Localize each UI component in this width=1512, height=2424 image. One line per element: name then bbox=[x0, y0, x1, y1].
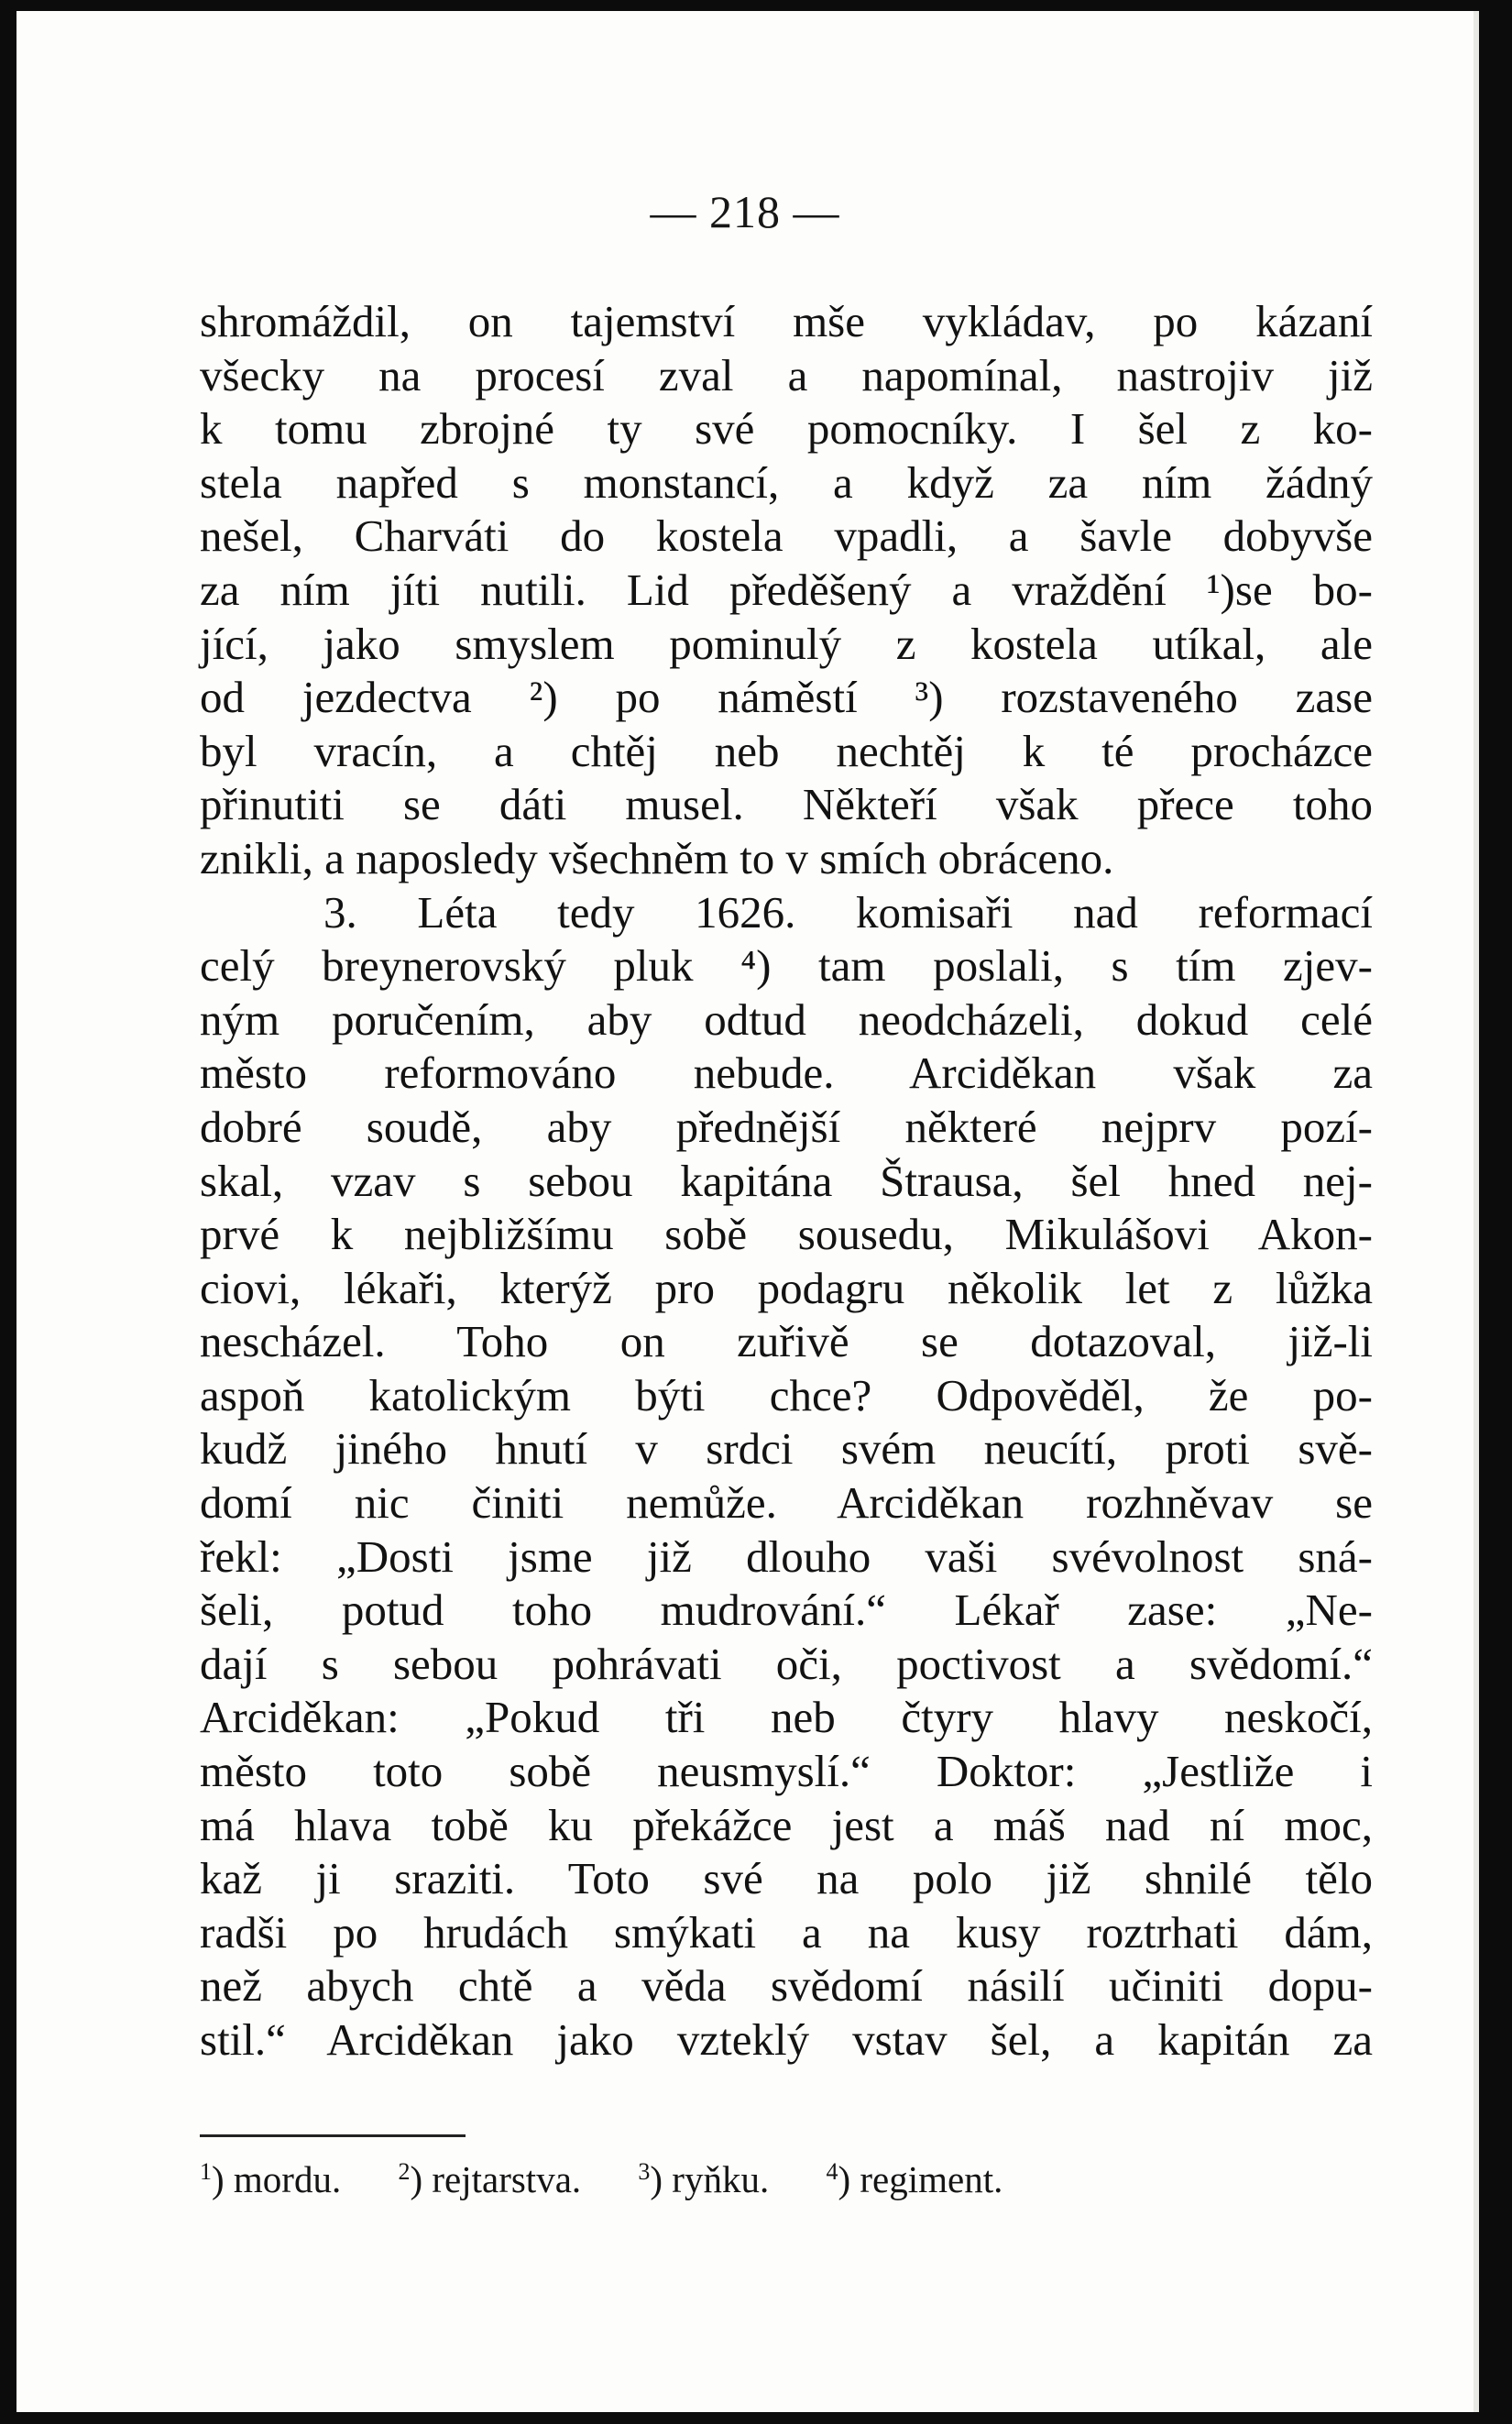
text-line: dají s sebou pohrávati oči, poctivost a svědomí.“ bbox=[200, 1638, 1373, 1689]
text-line: celý breynerovský pluk ⁴) tam poslali, s tím zjev- bbox=[200, 940, 1373, 992]
footnote-divider bbox=[200, 2134, 466, 2137]
text-line: byl vracín, a chtěj neb nechtěj k té procházce bbox=[200, 725, 1373, 776]
footnote-3 bbox=[638, 2157, 769, 2201]
footnote-2 bbox=[398, 2157, 581, 2201]
text-line: stela napřed s monstancí, a když za ním žádný bbox=[200, 456, 1373, 508]
body-text bbox=[200, 295, 1373, 2068]
text-line: k tomu zbrojné ty své pomocníky. I šel z ko- bbox=[200, 403, 1373, 455]
footnotes bbox=[200, 2157, 1226, 2201]
footnote-mark: 1 bbox=[200, 2158, 212, 2185]
footnote-text: ) ryňku. bbox=[650, 2158, 770, 2200]
text-line: Arciděkan: „Pokud tři neb čtyry hlavy neskočí, bbox=[200, 1692, 1373, 1743]
book-page bbox=[16, 11, 1479, 2412]
page-number: — 218 — bbox=[650, 186, 840, 237]
text-line: nešel, Charváti do kostela vpadli, a šavle dobyvše bbox=[200, 510, 1373, 562]
text-line: řekl: „Dosti jsme již dlouho vaši svévolnost sná- bbox=[200, 1530, 1373, 1582]
text-line: šeli, potud toho mudrování.“ Lékař zase: „Ne- bbox=[200, 1585, 1373, 1636]
text-line: má hlava tobě ku překážce jest a máš nad ní moc, bbox=[200, 1799, 1373, 1850]
text-line: kudž jiného hnutí v srdci svém neucítí, proti svě- bbox=[200, 1423, 1373, 1475]
text-line: kaž ji sraziti. Toto své na polo již shnilé tělo bbox=[200, 1853, 1373, 1904]
text-line: skal, vzav s sebou kapitána Štrausa, šel hned nej- bbox=[200, 1155, 1373, 1206]
text-line: přinutiti se dáti musel. Někteří však přece toho bbox=[200, 779, 1373, 830]
text-line: město toto sobě neusmyslí.“ Doktor: „Jestliže i bbox=[200, 1746, 1373, 1797]
text-line: město reformováno nebude. Arciděkan však za bbox=[200, 1047, 1373, 1099]
text-line: ciovi, lékaři, kterýž pro podagru několik let z lůžka bbox=[200, 1262, 1373, 1313]
text-line: nescházel. Toho on zuřivě se dotazoval, již-li bbox=[200, 1316, 1373, 1367]
text-line: všecky na procesí zval a napomínal, nastrojiv již bbox=[200, 349, 1373, 400]
text-line: než abych chtě a věda svědomí násilí učiniti dopu- bbox=[200, 1960, 1373, 2012]
text-line: aspoň katolickým býti chce? Odpověděl, že po- bbox=[200, 1369, 1373, 1420]
text-line: za ním jíti nutili. Lid předěšený a vraždění ¹)se bo- bbox=[200, 564, 1373, 615]
text-line: stil.“ Arciděkan jako vzteklý vstav šel, a kapitán za bbox=[200, 2014, 1373, 2065]
footnote-text: ) mordu. bbox=[212, 2158, 342, 2200]
text-line: domí nic činiti nemůže. Arciděkan rozhněvav se bbox=[200, 1477, 1373, 1529]
text-line: prvé k nejbližšímu sobě sousedu, Mikulášovi Akon- bbox=[200, 1209, 1373, 1260]
footnote-4 bbox=[826, 2157, 1003, 2201]
text-line: dobré soudě, aby přednější některé nejprv pozí- bbox=[200, 1101, 1373, 1152]
footnote-text: ) rejtarstva. bbox=[410, 2158, 582, 2200]
text-line: znikli, a naposledy všechněm to v smích obráceno. bbox=[200, 832, 1114, 883]
footnote-text: ) regiment. bbox=[838, 2158, 1003, 2200]
footnote-1 bbox=[200, 2157, 341, 2201]
text-line: ným poručením, aby odtud neodcházeli, dokud celé bbox=[200, 993, 1373, 1045]
footnote-mark: 2 bbox=[398, 2158, 411, 2185]
footnote-mark: 3 bbox=[638, 2158, 651, 2185]
text-line: od jezdectva ²) po náměstí ³) rozstaveného zase bbox=[200, 672, 1373, 723]
paragraph-start-line: 3. Léta tedy 1626. komisaři nad reformací bbox=[323, 886, 1373, 938]
text-line: jící, jako smyslem pominulý z kostela utíkal, ale bbox=[200, 618, 1373, 669]
footnote-mark: 4 bbox=[826, 2158, 838, 2185]
text-line: radši po hrudách smýkati a na kusy roztrhati dám, bbox=[200, 1906, 1373, 1958]
text-line: shromáždil, on tajemství mše vykládav, po kázaní bbox=[200, 296, 1373, 346]
